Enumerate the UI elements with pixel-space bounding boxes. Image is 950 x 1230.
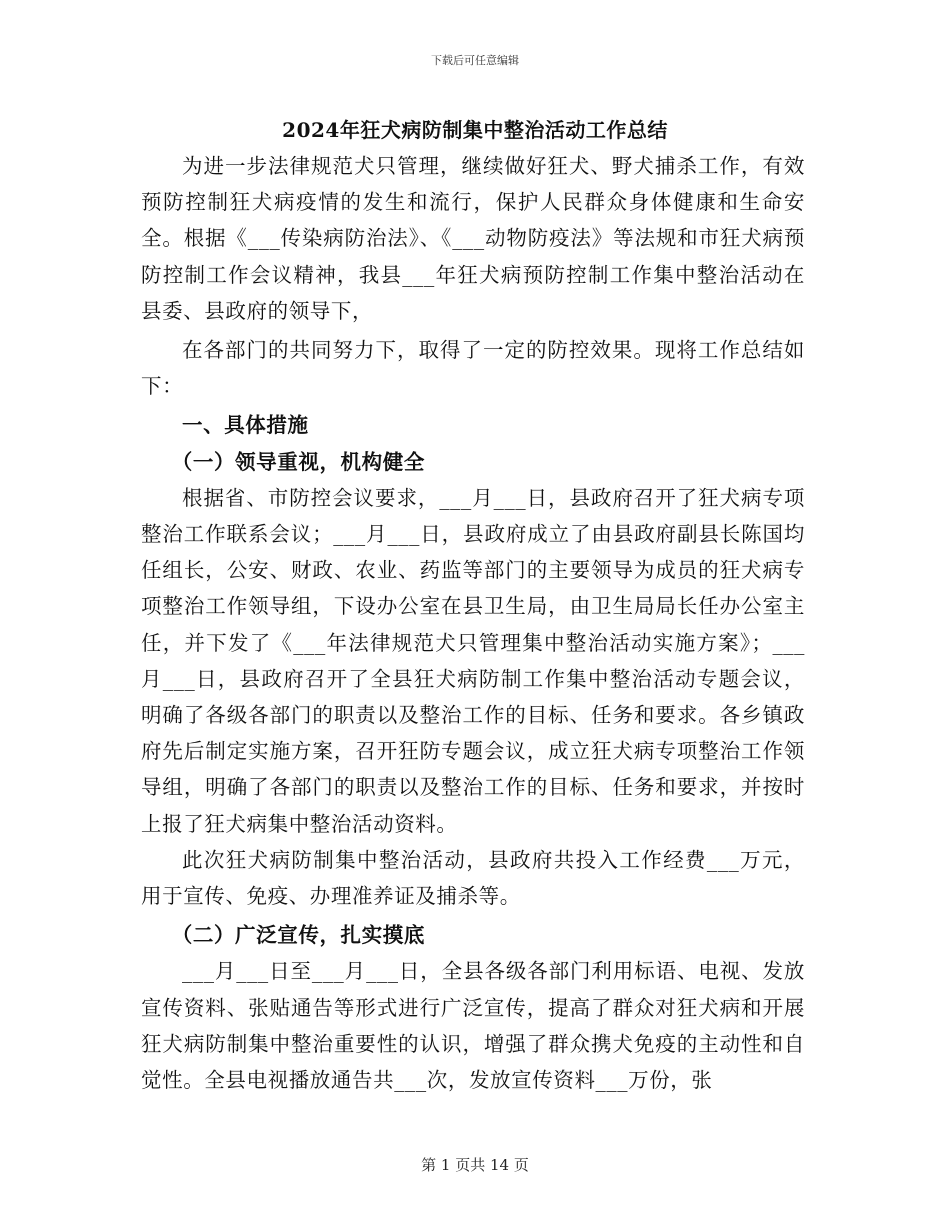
page-number-footer: 第 1 页共 14 页	[421, 1156, 529, 1174]
subsection-heading-publicity: （二）广泛宣传，扎实摸底	[171, 923, 425, 948]
leadership-paragraph-2: 此次狂犬病防制集中整治活动，县政府共投入工作经费___万元，用于宣传、免疫、办理准养证及捕杀等。	[141, 847, 805, 909]
document-title: 2024年狂犬病防制集中整治活动工作总结	[282, 118, 668, 142]
publicity-paragraph-1: ___月___日至___月___日，全县各级各部门利用标语、电视、发放宣传资料、张贴通告等形式进行广泛宣传，提高了群众对狂犬病和开展狂犬病防制集中整治重要性的认识，增强了群众携犬免疫的主动性和自觉性。全县电视播放通告共___次，发放宣传资料___万份，张	[141, 959, 805, 1093]
page-header-note: 下载后可任意编辑	[431, 54, 519, 67]
section-heading-measures: 一、具体措施	[182, 413, 309, 438]
intro-paragraph-2: 在各部门的共同努力下，取得了一定的防控效果。现将工作总结如下：	[141, 338, 805, 399]
document-body	[141, 148, 805, 1098]
subsection-heading-leadership: （一）领导重视，机构健全	[171, 449, 425, 474]
intro-paragraph-1: 为进一步法律规范犬只管理，继续做好狂犬、野犬捕杀工作，有效预防控制狂犬病疫情的发生和流行，保护人民群众身体健康和生命安全。根据《___传染病防治法》、《___动物防疫法》等法规和市狂犬病预防控制工作会议精神，我县___年狂犬病预防控制工作集中整治活动在县委、县政府的领导下，	[141, 154, 805, 323]
leadership-paragraph-1: 根据省、市防控会议要求，___月___日，县政府召开了狂犬病专项整治工作联系会议；___月___日，县政府成立了由县政府副县长陈国均任组长，公安、财政、农业、药监等部门的主要领导为成员的狂犬病专项整治工作领导组，下设办公室在县卫生局，由卫生局局长任办公室主任，并下发了《___年法律规范犬只管理集中整治活动实施方案》；___月___日，县政府召开了全县狂犬病防制工作集中整治活动专题会议，明确了各级各部门的职责以及整治工作的目标、任务和要求。各乡镇政府先后制定实施方案，召开狂防专题会议，成立狂犬病专项整治工作领导组，明确了各部门的职责以及整治工作的目标、任务和要求，并按时上报了狂犬病集中整治活动资料。	[141, 485, 805, 836]
